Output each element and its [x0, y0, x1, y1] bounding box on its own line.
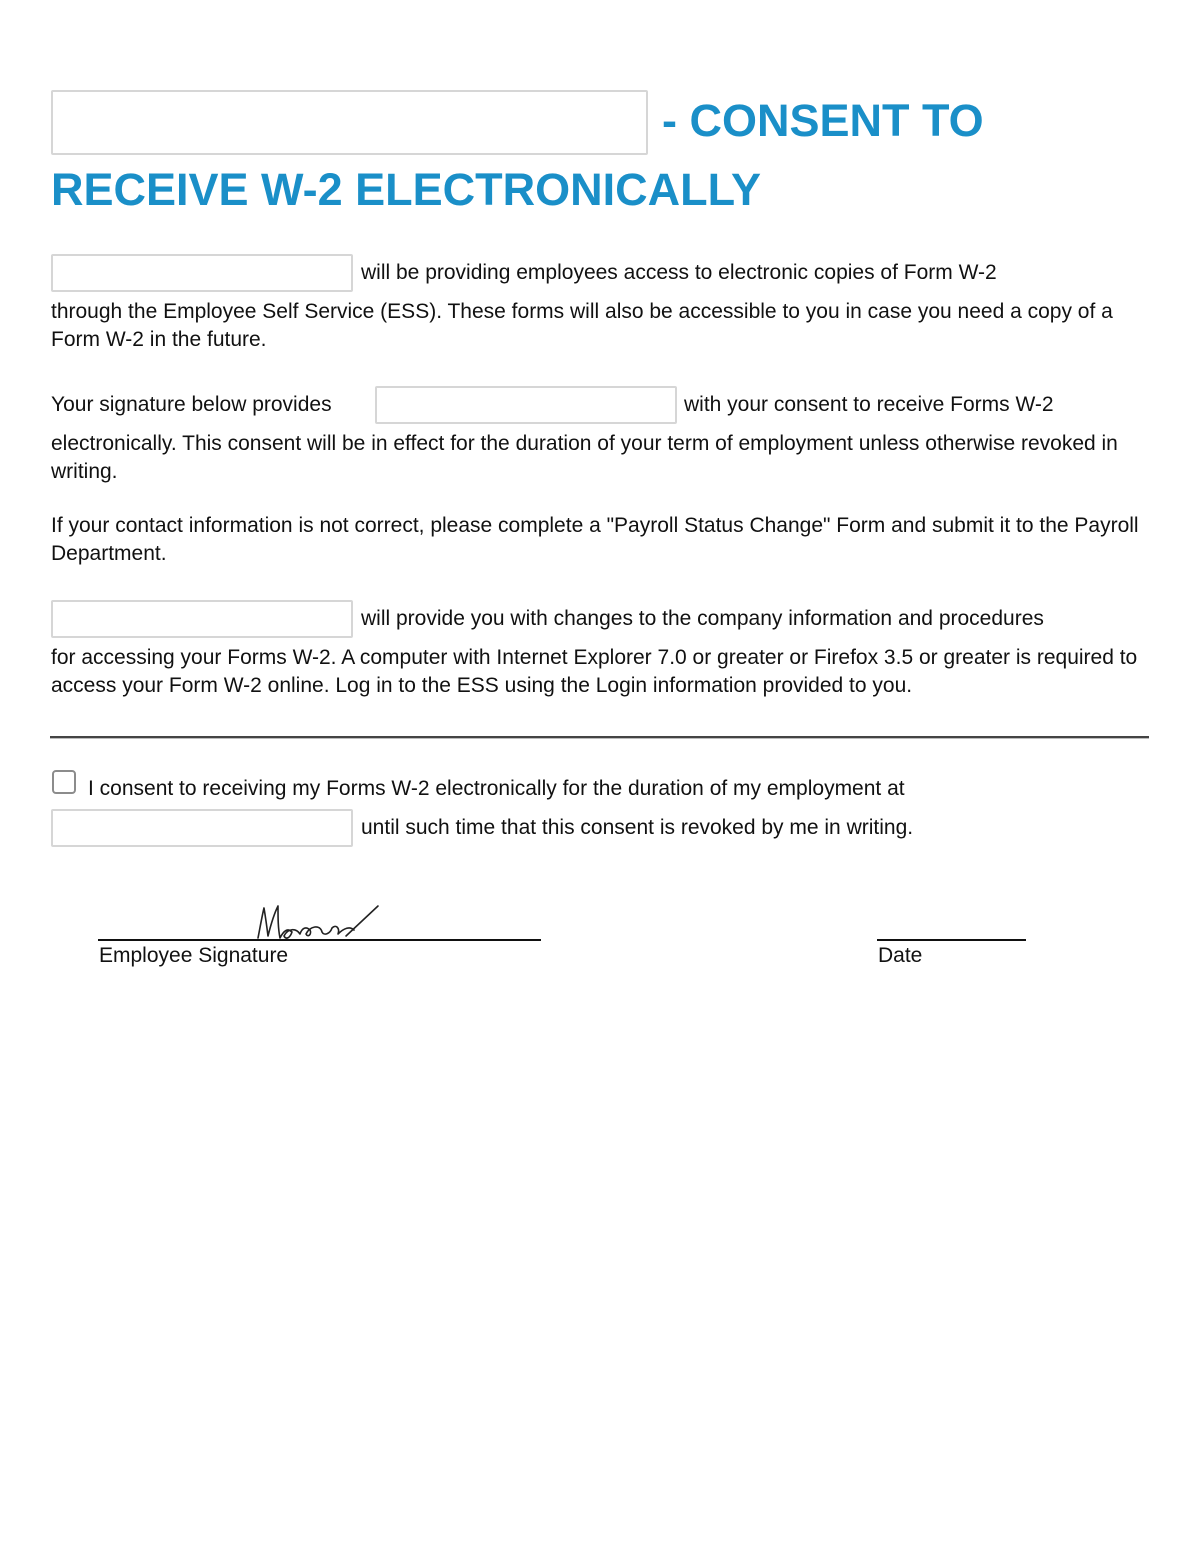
company-name-field-4[interactable] [51, 809, 353, 847]
consent-label-line-1: I consent to receiving my Forms W-2 electronically for the duration of my employment at [88, 777, 905, 800]
title-line-1: - CONSENT TO [662, 95, 984, 146]
date-label: Date [878, 944, 923, 967]
company-name-title-field[interactable] [51, 90, 648, 155]
paragraph-2-rest: electronically. This consent will be in effect for the duration of your term of employment unless otherwise revoked in writing. [51, 432, 1118, 483]
paragraph-2-after: with your consent to receive Forms W-2 [684, 393, 1054, 416]
company-name-field-2[interactable] [375, 386, 677, 424]
signature-label: Employee Signature [99, 944, 289, 967]
paragraph-1-first-line: will be providing employees access to electronic copies of Form W-2 [361, 261, 997, 284]
consent-label-line-2: until such time that this consent is revoked by me in writing. [361, 816, 914, 839]
date-line[interactable] [877, 939, 1026, 941]
section-divider [50, 736, 1149, 738]
paragraph-2-before: Your signature below provides [51, 393, 332, 416]
paragraph-4-rest: for accessing your Forms W-2. A computer with Internet Explorer 7.0 or greater or Firefox 3.5 or greater is required to access your Form W-2 online. Log in to the ESS using the Login information provided to you. [51, 646, 1138, 697]
title-line-2: RECEIVE W-2 ELECTRONICALLY [51, 164, 762, 215]
signature-line[interactable] [98, 939, 541, 941]
company-name-field-3[interactable] [51, 600, 353, 638]
paragraph-1-rest: through the Employee Self Service (ESS). These forms will also be accessible to you in case you need a copy of a Form W-2 in the future. [51, 300, 1113, 351]
paragraph-4-first-line: will provide you with changes to the company information and procedures [361, 607, 1044, 630]
paragraph-3: If your contact information is not correct, please complete a "Payroll Status Change" Form and submit it to the Payroll Department. [51, 514, 1139, 565]
consent-checkbox[interactable] [52, 770, 76, 794]
signature-scribble [250, 898, 390, 944]
company-name-field-1[interactable] [51, 254, 353, 292]
